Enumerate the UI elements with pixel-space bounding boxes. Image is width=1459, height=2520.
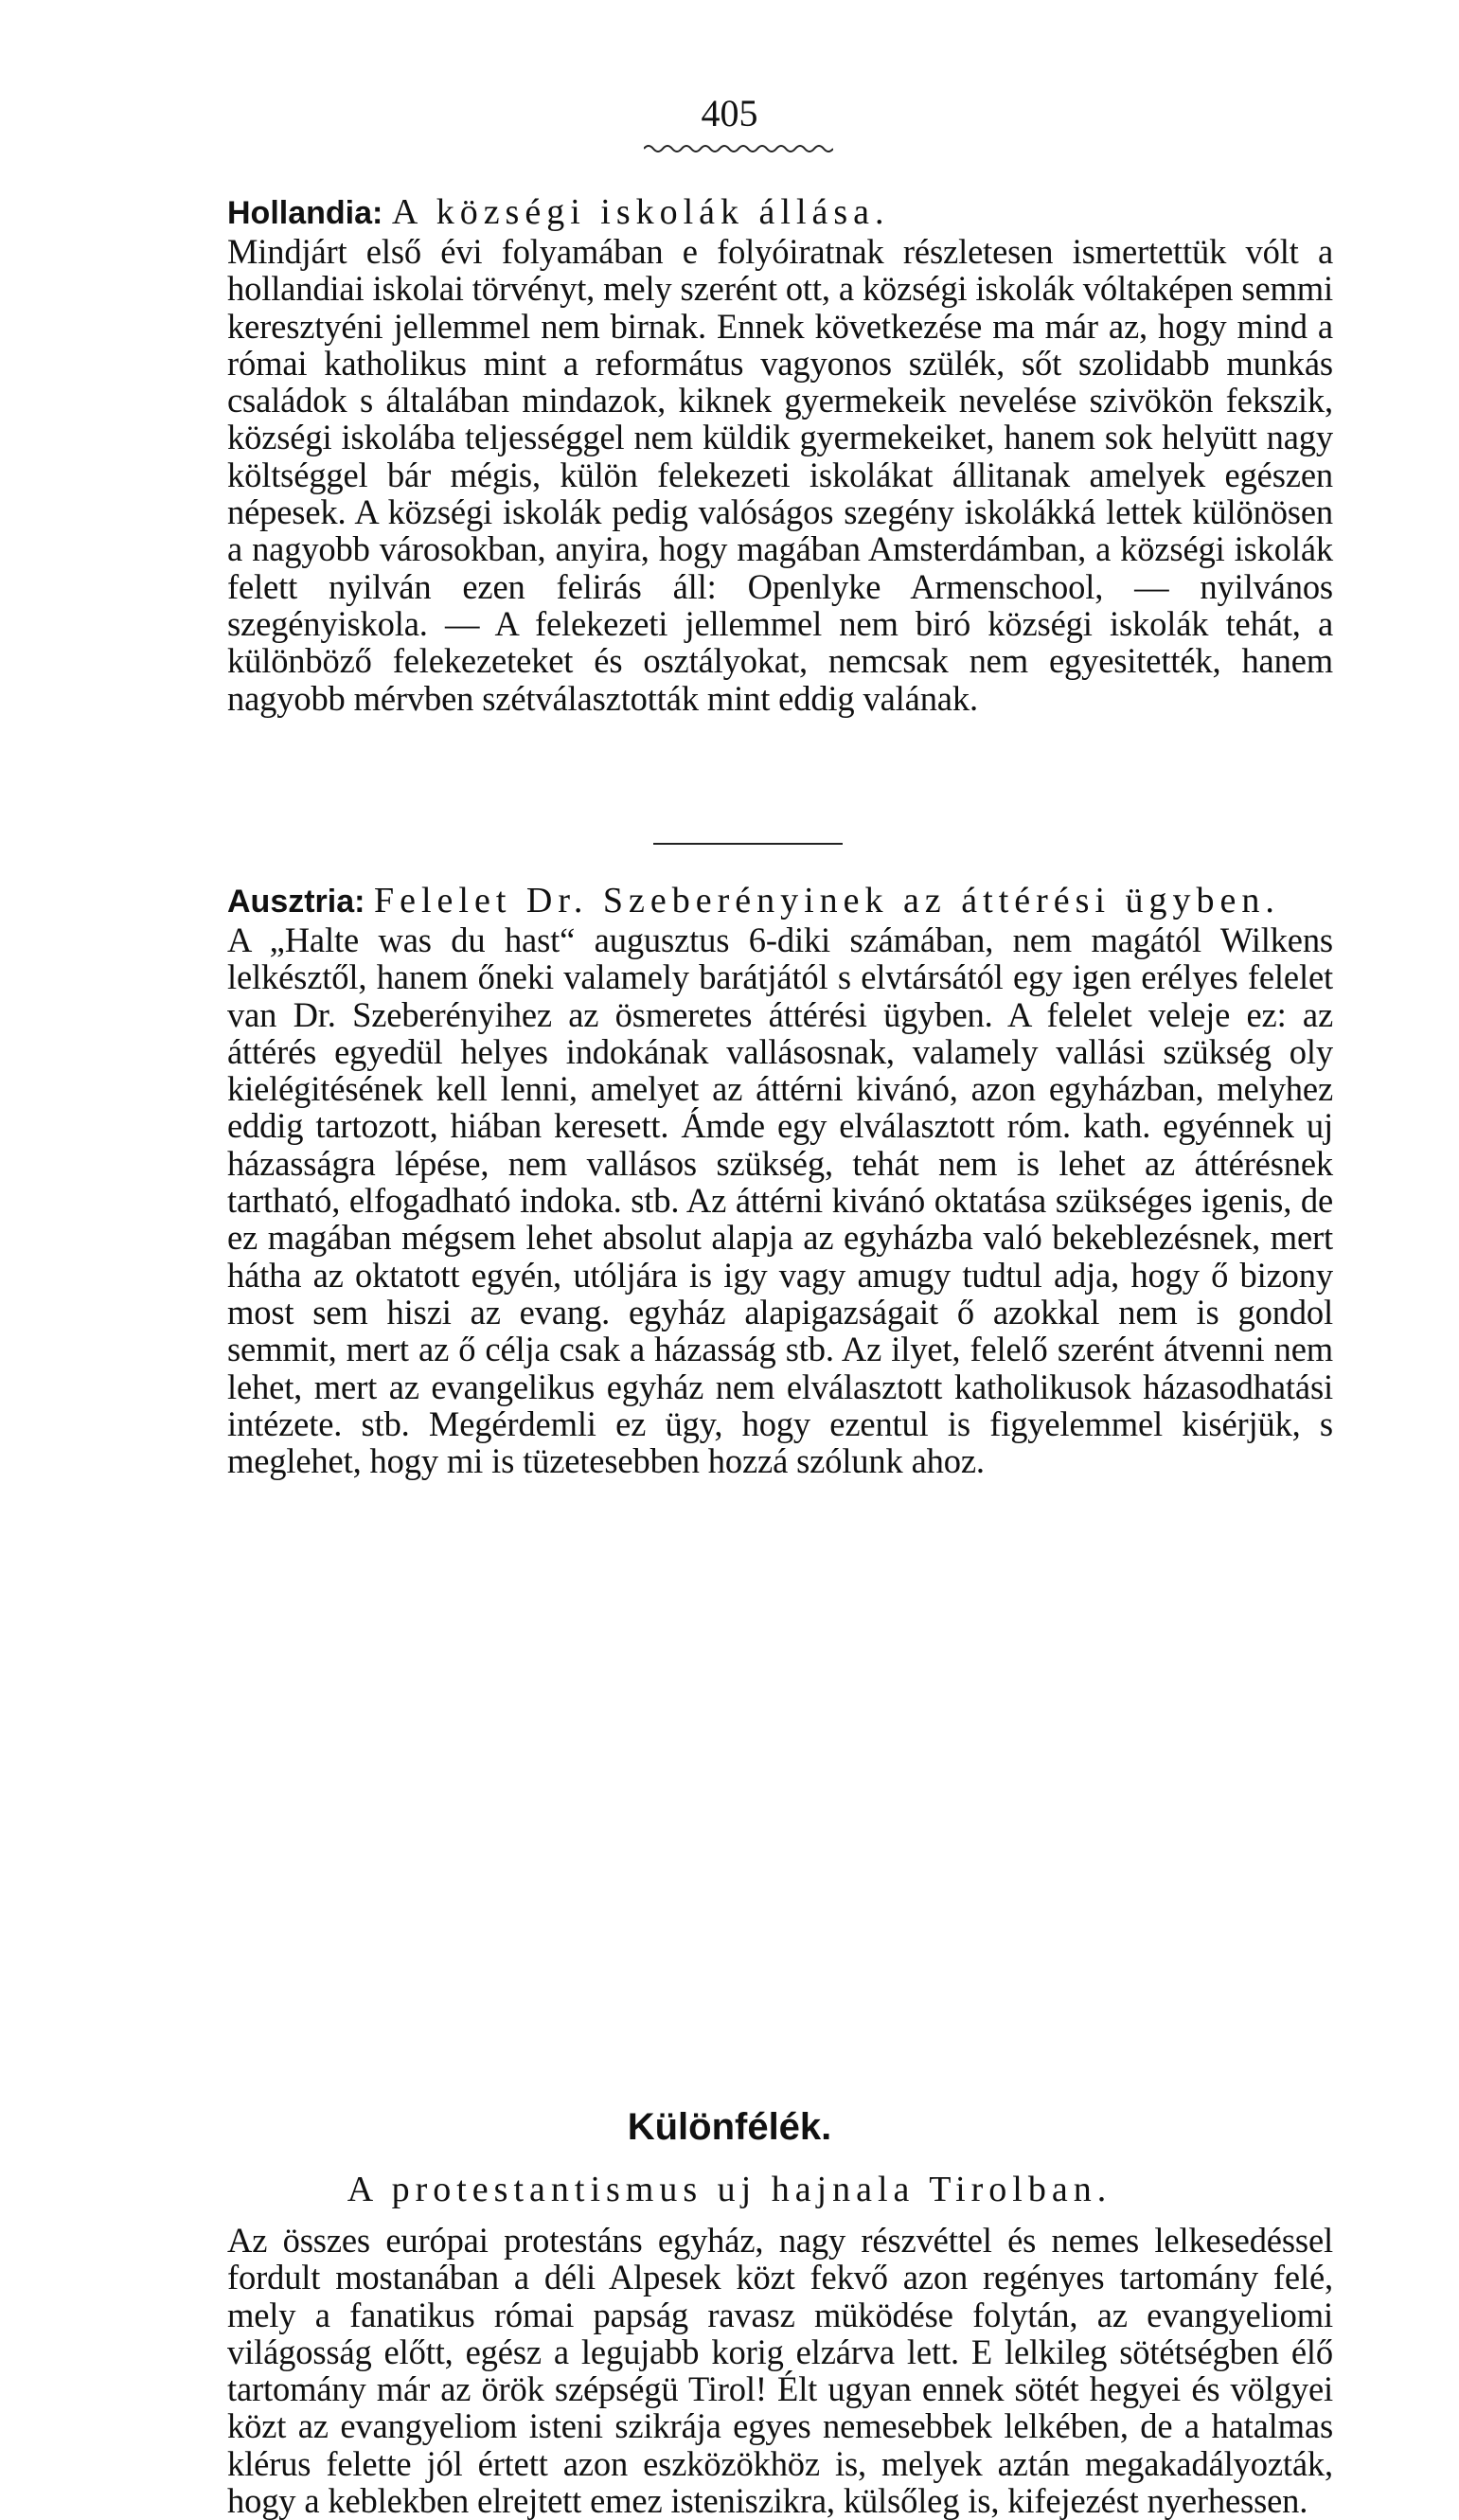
hollandia-title: A községi iskolák állása. (391, 192, 890, 232)
section-divider (653, 843, 843, 845)
hollandia-section (227, 192, 1333, 717)
hollandia-heading-line (227, 192, 1333, 233)
kulonfelek-section (227, 2222, 1333, 2519)
hollandia-heading: Hollandia: (227, 195, 383, 231)
ausztria-heading-line (227, 881, 1333, 921)
wavy-rule-ornament (644, 142, 833, 155)
kulonfelek-subtitle: A protestantismus uj hajnala Tirolban. (347, 2170, 1112, 2209)
page-number: 405 (701, 92, 758, 134)
ausztria-title: Felelet Dr. Szeberényinek az áttérési ügyben. (373, 881, 1280, 920)
hollandia-paragraph: Mindjárt első évi folyamában e folyóiratnak részletesen ismertettük vólt a hollandiai iskolai törvényt, mely szerént ott, a községi iskolák vóltaképen semmi keresztyéni jellemmel nem birnak. Ennek következése ma már az, hogy mind a római katholikus mint a református vagyonos szülék, sőt szolidabb munkás családok s általában mindazok, kiknek gyermekeik nevelése szivökön fekszik, községi iskolába teljességgel nem küldik gyermekeiket, hanem sok helyütt nagy költséggel bár mégis, külön felekezeti iskolákat állitanak amelyek egészen népesek. A községi iskolák pedig valóságos szegény iskolákká lettek különösen a nagyobb városokban, anyira, hogy magában Amsterdámban, a községi iskolák felett nyilván ezen felirás áll: Openlyke Armenschool, — nyilvános szegényiskola. — A felekezeti jellemmel nem biró községi iskolák tehát, a különböző felekezeteket és osztályokat, nemcsak nem egyesitették, hanem nagyobb mérvben szétválasztották mint eddig valának. (227, 232, 1333, 718)
ausztria-heading: Ausztria: (227, 884, 365, 920)
ausztria-section (227, 881, 1333, 1479)
kulonfelek-paragraph: Az összes európai protestáns egyház, nagy részvéttel és nemes lelkesedéssel fordult mostanában a déli Alpesek közt fekvő azon regényes tartomány felé, mely a fanatikus római papság ravasz müködése folytán, az evangyeliomi világosság előtt, egész a legujabb korig elzárva lett. E lelkileg sötétségben élő tartomány már az örök szépségü Tirol! Élt ugyan ennek sötét hegyei és völgyei közt az evangyeliom isteni szikrája egyes nemesebbek lelkében, de a hatalmas klérus felette jól értett azon eszközökhöz is, melyek aztán megakadályozták, hogy a keblekben elrejtett emez isteniszikra, külsőleg is, kifejezést nyerhessen. (227, 2221, 1333, 2520)
ausztria-paragraph: A „Halte was du hast“ augusztus 6-diki számában, nem magától Wilkens lelkésztől, hanem őneki valamely barátjától s elvtársától egy igen erélyes felelet van Dr. Szeberényihez az ösmeretes áttérési ügyben. A felelet veleje ez: az áttérés egyedül helyes indokának vallásosnak, valamely vallási szükség oly kielégitésének kell lenni, amelyet az áttérni kivánó, azon egyházban, melyhez eddig tartozott, hiában keresett. Ámde egy elválasztott róm. kath. egyénnek uj házasságra lépése, nem vallásos szükség, tehát nem is lehet az áttérésnek tartható, elfogadható indoka. stb. Az áttérni kivánó oktatása szükséges igenis, de ez magában mégsem lehet absolut alapja az egyházba való bekeblezésnek, mert hátha az oktatott egyén, utóljára is igy vagy amugy tudtul adja, hogy ő bizony most sem hiszi az evang. egyház alapigazságait ő azokkal nem is gondol semmit, mert az ő célja csak a házasság stb. Az ilyet, felelő szerént átvenni nem lehet, mert az evangelikus egyház nem elválasztott katholikusok házasodhatási intézete. stb. Megérdemli ez ügy, hogy ezentul is figyelemmel kisérjük, s meglehet, hogy mi is tüzetesebben hozzá szólunk ahoz. (227, 920, 1333, 1481)
kulonfelek-title: Különfélék. (627, 2106, 832, 2148)
